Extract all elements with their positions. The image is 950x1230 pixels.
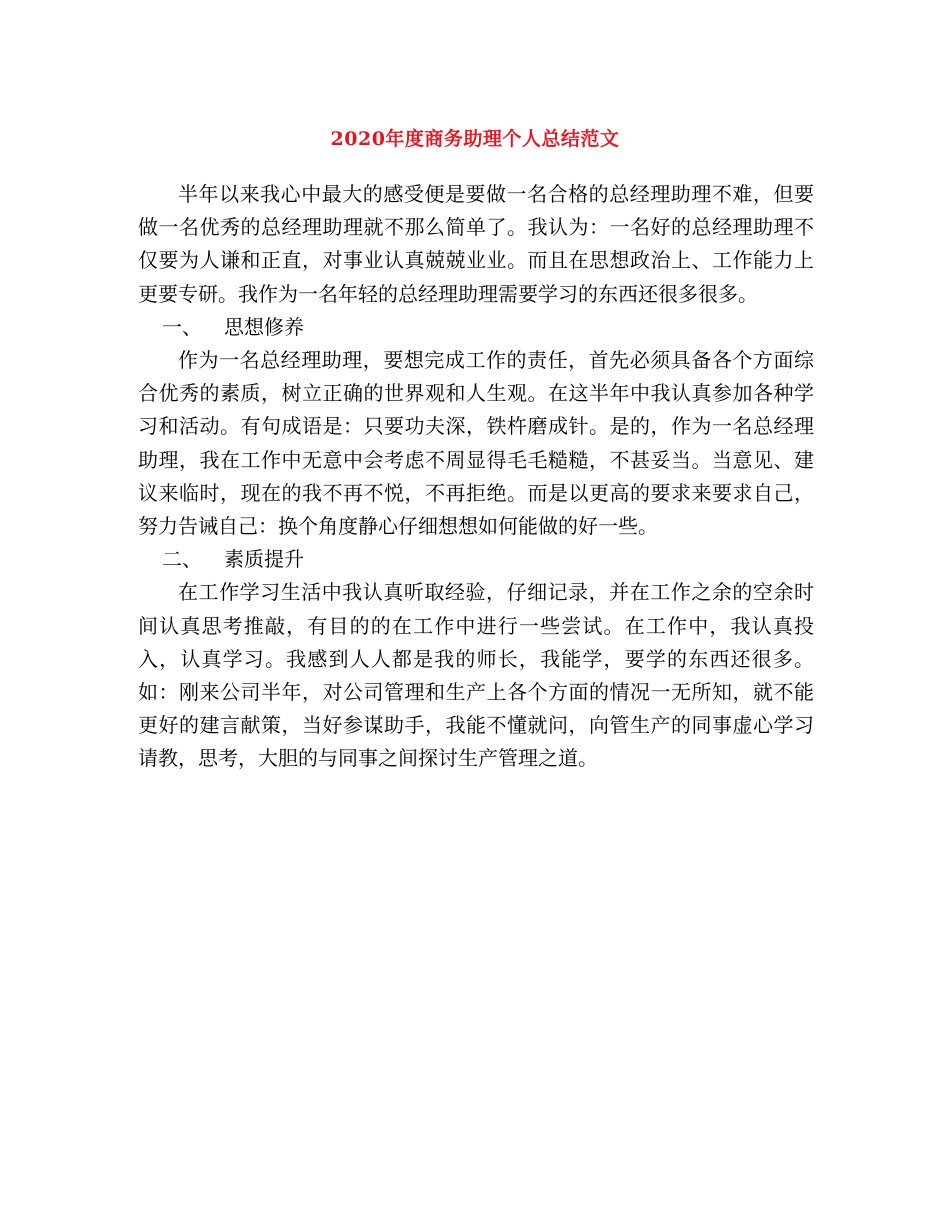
section-number-1: 一、 [162, 314, 202, 339]
section-paragraph-1: 作为一名总经理助理，要想完成工作的责任，首先必须具备各个方面综合优秀的素质，树立正确的世界观和人生观。在这半年中我认真参加各种学习和活动。有句成语是：只要功夫深，铁杵磨成针。是的，作为一名总经理助理，我在工作中无意中会考虑不周显得毛毛糙糙，不甚妥当。当意见、建议来临时，现在的我不再不悦，不再拒绝。而是以更高的要求来要求自己，努力告诫自己：换个角度静心仔细想想如何能做的好一些。 [138, 348, 814, 539]
section-paragraph-2: 在工作学习生活中我认真听取经验，仔细记录，并在工作之余的空余时间认真思考推敲，有目的的在工作中进行一些尝试。在工作中，我认真投入，认真学习。我感到人人都是我的师长，我能学，要学的东西还很多。如：刚来公司半年，对公司管理和生产上各个方面的情况一无所知，就不能更好的建言献策，当好参谋助手，我能不懂就问，向管生产的同事虚心学习请教，思考，大胆的与同事之间探讨生产管理之道。 [138, 580, 814, 771]
section-heading-1 [138, 311, 814, 344]
section-title-1: 思想修养 [224, 314, 304, 339]
section-heading-2 [138, 543, 814, 576]
section-title-2: 素质提升 [224, 547, 304, 572]
document-body [138, 178, 814, 776]
intro-paragraph: 半年以来我心中最大的感受便是要做一名合格的总经理助理不难，但要做一名优秀的总经理助理就不那么简单了。我认为：一名好的总经理助理不仅要为人谦和正直，对事业认真兢兢业业。而且在思想政治上、工作能力上更要专研。我作为一名年轻的总经理助理需要学习的东西还很多很多。 [138, 182, 814, 306]
document-title: 2020年度商务助理个人总结范文 [330, 128, 620, 150]
section-number-2: 二、 [162, 547, 202, 572]
